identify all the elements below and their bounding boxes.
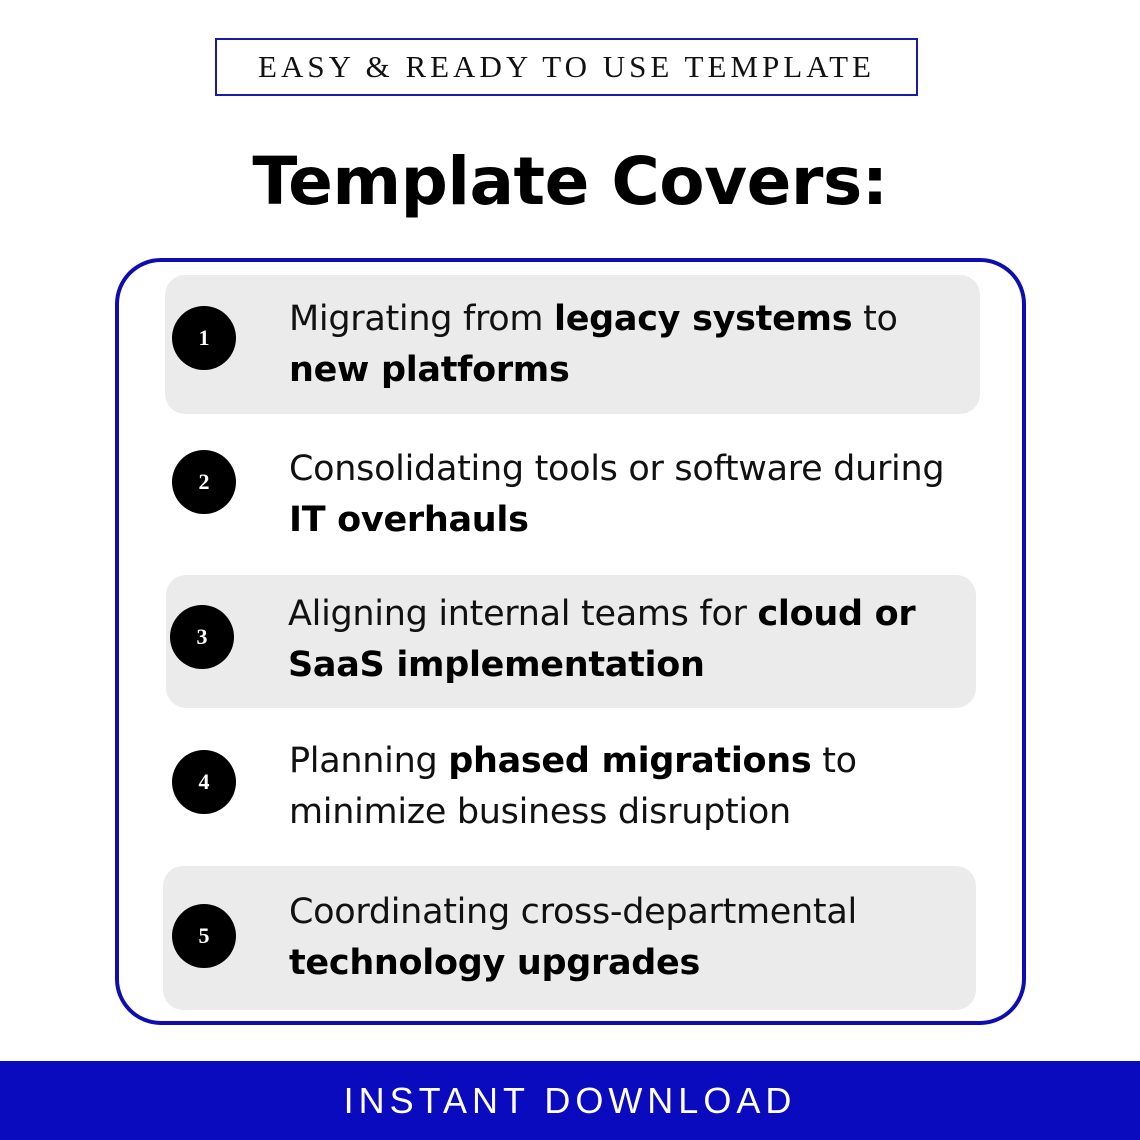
item-text-segment: to bbox=[852, 299, 898, 339]
number-label: 5 bbox=[198, 923, 210, 948]
item-text-bold: legacy systems bbox=[554, 299, 853, 339]
item-text bbox=[289, 736, 969, 838]
item-text-segment: Aligning internal teams for bbox=[288, 594, 758, 634]
number-label: 2 bbox=[198, 469, 210, 494]
instant-download-banner bbox=[0, 1061, 1140, 1140]
number-label: 3 bbox=[196, 624, 208, 649]
item-text bbox=[289, 444, 969, 546]
number-badge bbox=[172, 750, 236, 814]
cover-item-4 bbox=[165, 725, 980, 855]
footer-label: INSTANT DOWNLOAD bbox=[343, 1079, 797, 1121]
item-text-bold: new platforms bbox=[289, 350, 570, 390]
item-text-segment: Coordinating cross-departmental bbox=[289, 892, 857, 932]
item-text-segment: Migrating from bbox=[289, 299, 555, 339]
item-text-bold: IT overhauls bbox=[289, 500, 529, 540]
number-badge bbox=[172, 904, 236, 968]
page-title: Template Covers: bbox=[252, 143, 888, 220]
tagline-badge bbox=[215, 38, 918, 96]
cover-item-1 bbox=[165, 275, 980, 414]
item-text-segment: Consolidating tools or software during bbox=[289, 449, 945, 489]
item-text-segment: to minimize business disruption bbox=[289, 741, 857, 832]
item-text-bold: technology upgrades bbox=[289, 943, 701, 983]
item-text bbox=[289, 294, 969, 396]
tagline-text: EASY & READY TO USE TEMPLATE bbox=[258, 49, 875, 84]
cover-item-3 bbox=[166, 575, 976, 708]
item-text-bold: cloud or SaaS implementation bbox=[288, 594, 916, 685]
number-badge bbox=[170, 605, 234, 669]
number-badge bbox=[172, 450, 236, 514]
item-text-segment: Planning bbox=[289, 741, 449, 781]
cover-item-2 bbox=[165, 430, 980, 560]
cover-item-5 bbox=[163, 866, 976, 1010]
number-label: 1 bbox=[198, 325, 210, 350]
item-text-bold: phased migrations bbox=[448, 741, 812, 781]
number-badge bbox=[172, 306, 236, 370]
item-text bbox=[289, 887, 969, 989]
item-text bbox=[288, 589, 968, 691]
number-label: 4 bbox=[198, 769, 210, 794]
